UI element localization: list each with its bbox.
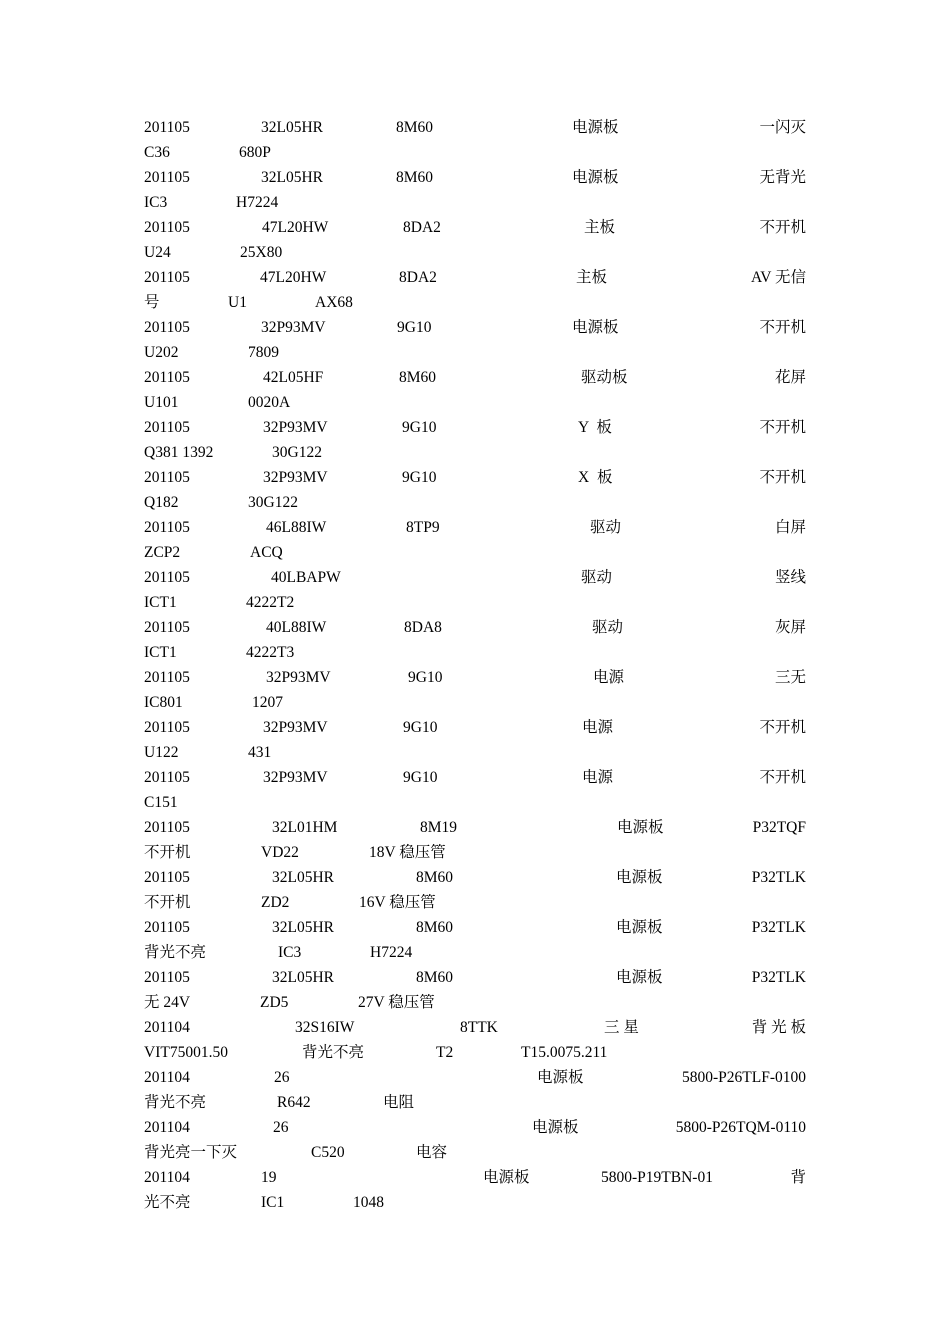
part-value: U1 — [228, 294, 247, 311]
date: 201105 — [144, 169, 190, 186]
panel-code: P32TLK — [751, 969, 806, 986]
fault: 不开机 — [144, 894, 191, 911]
part-code: AX68 — [315, 294, 353, 311]
board: 电源 — [582, 719, 614, 736]
part-value: H7224 — [370, 944, 413, 961]
board: 驱动板 — [581, 369, 628, 386]
part-value: 18V 稳压管 — [369, 844, 446, 861]
part-ref: IC801 — [144, 694, 183, 711]
board-part-number: 5800-P26TLF-0100 — [682, 1069, 806, 1086]
record-line-2 — [0, 443, 950, 467]
date: 201105 — [144, 969, 190, 986]
record-line-1 — [0, 318, 950, 342]
board: 主板 — [584, 219, 616, 236]
model: 42L05HF — [263, 369, 324, 386]
record-line-1 — [0, 168, 950, 192]
part-ref: VD22 — [261, 844, 299, 861]
date: 201105 — [144, 819, 190, 836]
chassis: 8M60 — [399, 369, 437, 386]
record-line-2 — [0, 193, 950, 217]
fault: AV 无信 — [751, 269, 806, 286]
record-line-2 — [0, 243, 950, 267]
part-ref: ICT1 — [144, 644, 177, 661]
record-line-1 — [0, 368, 950, 392]
record-line-1 — [0, 468, 950, 492]
part-ref: U122 — [144, 744, 179, 761]
chassis: 8TTK — [460, 1019, 498, 1036]
record-line-2 — [0, 793, 950, 817]
board: 电源板 — [572, 169, 619, 186]
record-line-2 — [0, 293, 950, 317]
part-ref: IC3 — [278, 944, 302, 961]
part-value: 1207 — [252, 694, 283, 711]
record-line-2 — [0, 1143, 950, 1167]
part-value: T15.0075.211 — [521, 1044, 608, 1061]
chassis: 9G10 — [402, 419, 437, 436]
part-ref: C36 — [144, 144, 170, 161]
record-line-1 — [0, 968, 950, 992]
part-ref: ZD5 — [260, 994, 289, 1011]
fault: 背光亮一下灭 — [144, 1144, 238, 1161]
board-part-number: 5800-P26TQM-0110 — [675, 1119, 806, 1136]
record-line-2 — [0, 1193, 950, 1217]
fault: 背光不亮 — [144, 944, 207, 961]
part-ref: R642 — [277, 1094, 311, 1111]
record-line-1 — [0, 268, 950, 292]
record-line-1 — [0, 718, 950, 742]
board: 驱动 — [592, 619, 624, 636]
board: 驱动 — [590, 519, 622, 536]
panel-code: VIT75001.50 — [144, 1044, 228, 1061]
date: 201105 — [144, 569, 190, 586]
part-value: 30G122 — [272, 444, 322, 461]
record-line-1 — [0, 668, 950, 692]
part-ref: Q381 1392 — [144, 444, 214, 461]
record-line-1 — [0, 218, 950, 242]
record-line-1 — [0, 768, 950, 792]
chassis: 8M60 — [416, 969, 454, 986]
board: 电源板 — [532, 1119, 579, 1136]
record-line-2 — [0, 893, 950, 917]
fault: 三无 — [774, 669, 806, 686]
model: 32S16IW — [295, 1019, 355, 1036]
model: 32P93MV — [263, 769, 328, 786]
model: 19 — [261, 1169, 277, 1186]
panel-code: P32TQF — [752, 819, 806, 836]
part-value: 16V 稳压管 — [359, 894, 436, 911]
date: 201105 — [144, 619, 190, 636]
board: 电源板 — [616, 919, 663, 936]
chassis: 9G10 — [403, 769, 438, 786]
fault: 不开机 — [759, 719, 806, 736]
fault: 无背光 — [759, 169, 806, 186]
part-value: 4222T2 — [246, 594, 295, 611]
fault: 白屏 — [774, 519, 806, 536]
date: 201105 — [144, 769, 190, 786]
part-value: 0020A — [248, 394, 291, 411]
date: 201104 — [144, 1019, 190, 1036]
model: 26 — [273, 1119, 289, 1136]
model: 46L88IW — [266, 519, 327, 536]
fault: 竖线 — [774, 569, 806, 586]
part-ref: ICT1 — [144, 594, 177, 611]
chassis: 9G10 — [397, 319, 432, 336]
date: 201105 — [144, 419, 190, 436]
fault: 灰屏 — [774, 619, 806, 636]
board: 电源 — [593, 669, 625, 686]
model: 32P93MV — [263, 419, 328, 436]
fault: 不开机 — [759, 419, 806, 436]
record-line-2 — [0, 1093, 950, 1117]
model: 40L88IW — [266, 619, 327, 636]
record-line-1 — [0, 568, 950, 592]
fault: 背光不亮 — [144, 1094, 207, 1111]
fault: 花屏 — [774, 369, 806, 386]
model: 32P93MV — [261, 319, 326, 336]
model: 32L01HM — [272, 819, 338, 836]
date: 201105 — [144, 719, 190, 736]
part-value: 25X80 — [240, 244, 283, 261]
part-value: 电容 — [416, 1144, 448, 1161]
board: 电源板 — [616, 969, 663, 986]
panel-code: P32TLK — [751, 869, 806, 886]
part-ref: ZD2 — [261, 894, 290, 911]
chassis: 8M60 — [396, 169, 434, 186]
date: 201105 — [144, 919, 190, 936]
part-ref: U202 — [144, 344, 179, 361]
part-ref: U24 — [144, 244, 171, 261]
board-part-number: 5800-P19TBN-01 — [601, 1169, 713, 1186]
part-ref: 号 — [144, 294, 160, 311]
model: 26 — [274, 1069, 290, 1086]
fault: 不开机 — [144, 844, 191, 861]
record-line-1 — [0, 1068, 950, 1092]
record-line-1 — [0, 1118, 950, 1142]
fault: 不开机 — [759, 769, 806, 786]
date: 201105 — [144, 369, 190, 386]
model: 32L05HR — [272, 969, 334, 986]
part-value: H7224 — [236, 194, 279, 211]
date: 201105 — [144, 119, 190, 136]
record-line-1 — [0, 418, 950, 442]
part-value: 431 — [248, 744, 272, 761]
model: 47L20HW — [260, 269, 327, 286]
record-line-1 — [0, 1168, 950, 1192]
chassis: 8DA2 — [399, 269, 437, 286]
part-value: 27V 稳压管 — [358, 994, 435, 1011]
part-ref: ZCP2 — [144, 544, 181, 561]
fault-start: 背 — [790, 1169, 806, 1186]
record-line-2 — [0, 943, 950, 967]
part-ref: Q182 — [144, 494, 179, 511]
chassis: 8DA2 — [403, 219, 441, 236]
model: 47L20HW — [262, 219, 329, 236]
fault: 无 24V — [144, 994, 191, 1011]
date: 201105 — [144, 869, 190, 886]
model: 32L05HR — [272, 869, 334, 886]
chassis: 9G10 — [403, 719, 438, 736]
fault-rest: 光不亮 — [144, 1194, 191, 1211]
part-value: 4222T3 — [246, 644, 295, 661]
record-line-2 — [0, 593, 950, 617]
board: 电源板 — [572, 319, 619, 336]
model: 32P93MV — [263, 469, 328, 486]
chassis: 8TP9 — [406, 519, 440, 536]
record-line-1 — [0, 1018, 950, 1042]
record-line-2 — [0, 743, 950, 767]
board: 主板 — [576, 269, 608, 286]
record-line-2 — [0, 543, 950, 567]
date: 201105 — [144, 669, 190, 686]
record-line-1 — [0, 818, 950, 842]
model: 32L05HR — [261, 169, 323, 186]
chassis: 9G10 — [402, 469, 437, 486]
board: 电源板 — [572, 119, 619, 136]
panel-code: P32TLK — [751, 919, 806, 936]
model: 40LBAPW — [271, 569, 341, 586]
model: 32P93MV — [263, 719, 328, 736]
part-value: 680P — [239, 144, 271, 161]
chassis: 8M60 — [416, 919, 454, 936]
record-line-1 — [0, 118, 950, 142]
fault: 不开机 — [759, 319, 806, 336]
part-ref: C520 — [311, 1144, 345, 1161]
date: 201105 — [144, 469, 190, 486]
record-line-1 — [0, 518, 950, 542]
part-ref: U101 — [144, 394, 179, 411]
date: 201104 — [144, 1119, 190, 1136]
record-line-2 — [0, 343, 950, 367]
part-ref: IC3 — [144, 194, 168, 211]
date: 201104 — [144, 1069, 190, 1086]
board: 背 光 板 — [751, 1019, 806, 1036]
part-value: 1048 — [353, 1194, 384, 1211]
record-line-1 — [0, 618, 950, 642]
record-line-1 — [0, 868, 950, 892]
record-line-2 — [0, 393, 950, 417]
record-line-2 — [0, 493, 950, 517]
record-line-2 — [0, 143, 950, 167]
chassis: 9G10 — [408, 669, 443, 686]
part-ref: C151 — [144, 794, 178, 811]
part-value: ACQ — [250, 544, 283, 561]
fault: 不开机 — [759, 219, 806, 236]
board: 驱动 — [581, 569, 613, 586]
date: 201105 — [144, 319, 190, 336]
part-value: 电阻 — [383, 1094, 415, 1111]
board: 电源 — [582, 769, 614, 786]
model: 32L05HR — [261, 119, 323, 136]
record-line-2 — [0, 693, 950, 717]
part-value: 30G122 — [248, 494, 298, 511]
board-brand: 三 星 — [604, 1019, 639, 1036]
model: 32L05HR — [272, 919, 334, 936]
date: 201104 — [144, 1169, 190, 1186]
date: 201105 — [144, 219, 190, 236]
model: 32P93MV — [266, 669, 331, 686]
record-line-2 — [0, 1043, 950, 1067]
board: X 板 — [578, 469, 613, 486]
chassis: 8M60 — [396, 119, 434, 136]
board: 电源板 — [537, 1069, 584, 1086]
part-ref: IC1 — [261, 1194, 285, 1211]
board: 电源板 — [617, 819, 664, 836]
part-ref: T2 — [436, 1044, 454, 1061]
chassis: 8M60 — [416, 869, 454, 886]
date: 201105 — [144, 519, 190, 536]
fault: 一闪灭 — [759, 119, 806, 136]
part-value: 7809 — [248, 344, 279, 361]
record-line-2 — [0, 643, 950, 667]
record-line-1 — [0, 918, 950, 942]
board: 电源板 — [616, 869, 663, 886]
fault: 背光不亮 — [302, 1044, 365, 1061]
record-line-2 — [0, 843, 950, 867]
chassis: 8DA8 — [404, 619, 442, 636]
record-line-2 — [0, 993, 950, 1017]
fault: 不开机 — [759, 469, 806, 486]
board: Y 板 — [578, 419, 612, 436]
date: 201105 — [144, 269, 190, 286]
chassis: 8M19 — [420, 819, 458, 836]
board: 电源板 — [483, 1169, 530, 1186]
